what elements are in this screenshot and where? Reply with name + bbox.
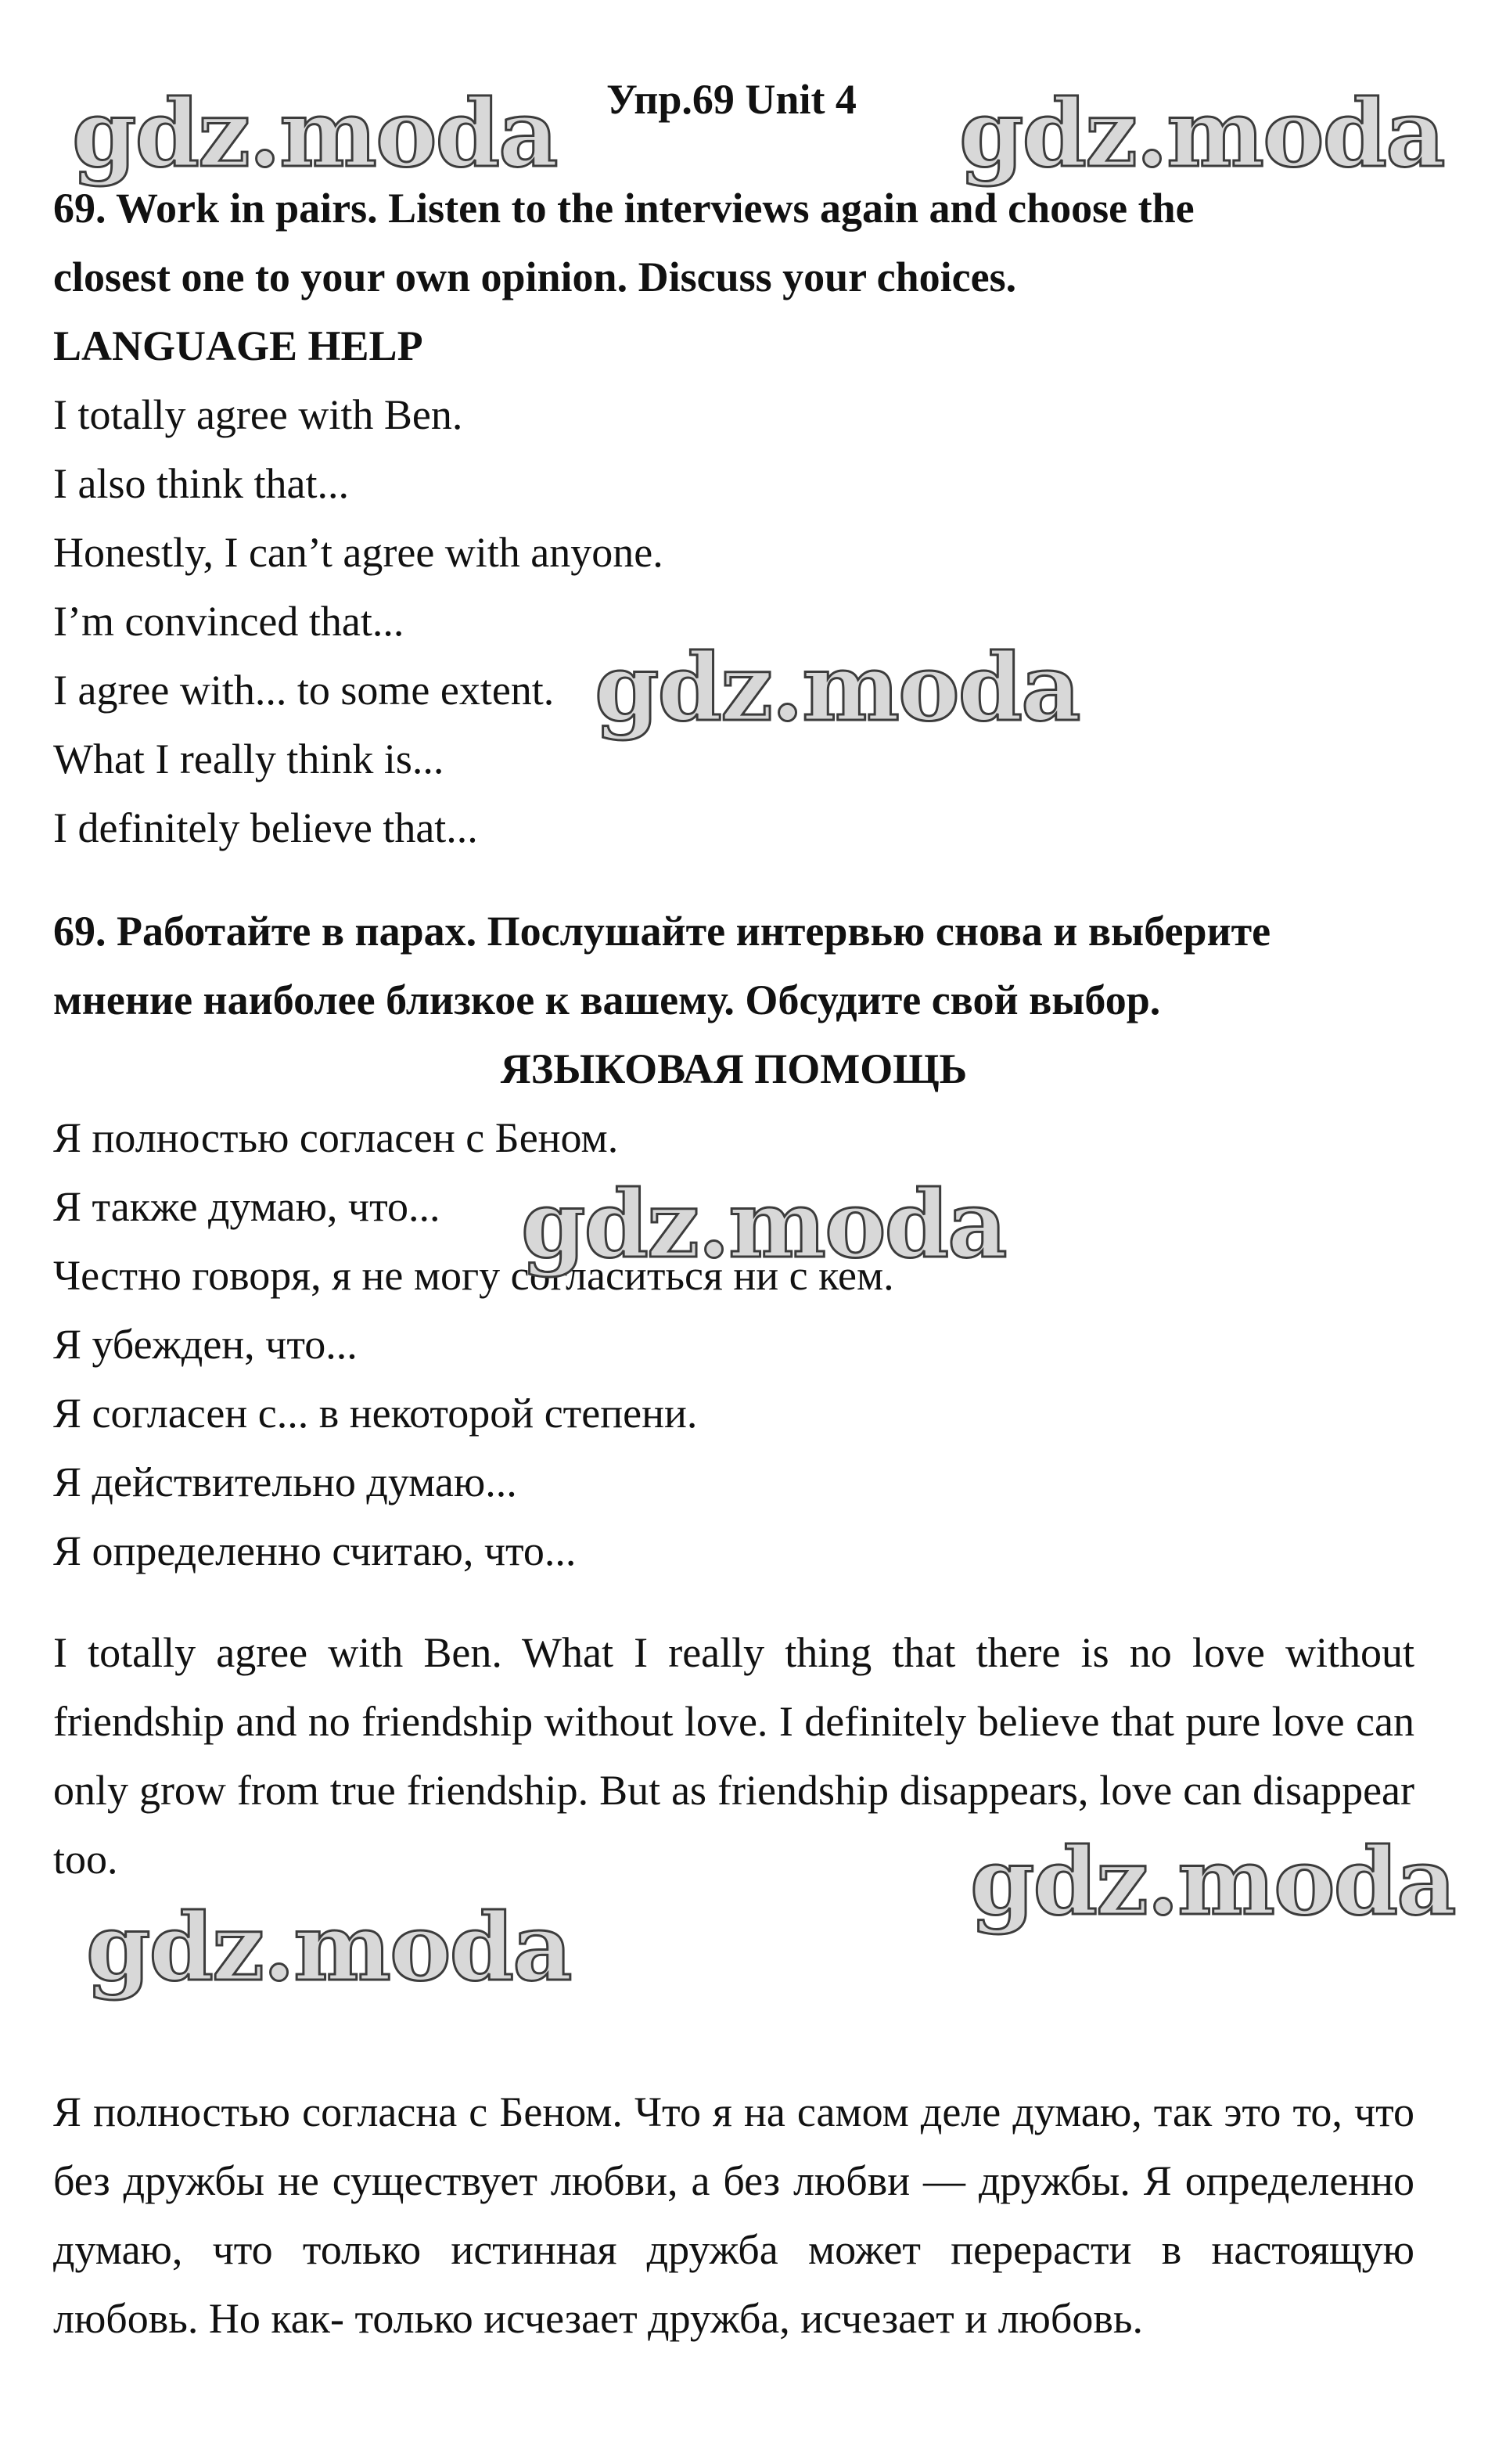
- answer-russian: Я полностью согласна с Беном. Что я на самом деле думаю, так это то, что без дружбы не существует любви, а без любви — дружбы. Я определенно думаю, что только истинная дружба может перерасти в настоящую любовь. Но как- только исчезает дружба, исчезает и любовь.: [53, 2088, 1414, 2342]
- phrase-en-4: I’m convinced that...: [53, 598, 404, 645]
- language-help-heading: LANGUAGE HELP: [53, 322, 423, 369]
- phrase-en-6: What I really think is...: [53, 736, 444, 782]
- phrase-en-1: I totally agree with Ben.: [53, 391, 463, 438]
- phrase-en-3: Honestly, I can’t agree with anyone.: [53, 529, 663, 576]
- phrase-en-2: I also think that...: [53, 460, 349, 507]
- answer-english: I totally agree with Ben. What I really thing that there is no love without friendship and no friendship without love. I definitely believe that pure love can only grow from true friendship. But as friendship disappears, love can disappear too.: [53, 1629, 1414, 1883]
- watermark-logo: gdz.moda: [959, 79, 1444, 188]
- phrase-ru-3: Честно говоря, я не могу согласиться ни с кем.: [53, 1252, 894, 1299]
- language-help-heading-ru: ЯЗЫКОВАЯ ПОМОЩЬ: [500, 1045, 968, 1092]
- english-section: [53, 174, 1414, 862]
- phrase-ru-7: Я определенно считаю, что...: [53, 1527, 577, 1574]
- phrase-ru-2: Я также думаю, что...: [53, 1183, 440, 1230]
- watermark-logo: gdz.moda: [86, 1893, 571, 2002]
- page-title: Упр.69 Unit 4: [606, 76, 857, 123]
- watermark-logo: gdz.moda: [970, 1827, 1455, 1936]
- phrase-ru-4: Я убежден, что...: [53, 1321, 358, 1368]
- task-line-en-1: 69. Work in pairs. Listen to the interviews again and choose the: [53, 185, 1195, 232]
- phrase-ru-5: Я согласен с... в некоторой степени.: [53, 1390, 698, 1437]
- watermark-logo: gdz.moda: [72, 79, 557, 188]
- phrase-ru-1: Я полностью согласен с Беном.: [53, 1114, 619, 1161]
- task-line-ru-2: мнение наиболее близкое к вашему. Обсудите свой выбор.: [53, 977, 1161, 1023]
- phrase-ru-6: Я действительно думаю...: [53, 1459, 517, 1505]
- phrase-en-5: I agree with... to some extent.: [53, 667, 555, 714]
- watermark-logo: gdz.moda: [521, 1170, 1006, 1279]
- task-line-en-2: closest one to your own opinion. Discuss your choices.: [53, 254, 1017, 300]
- task-line-ru-1: 69. Работайте в парах. Послушайте интервью снова и выберите: [53, 908, 1271, 955]
- phrase-en-7: I definitely believe that...: [53, 804, 478, 851]
- watermark-logo: gdz.moda: [595, 633, 1080, 742]
